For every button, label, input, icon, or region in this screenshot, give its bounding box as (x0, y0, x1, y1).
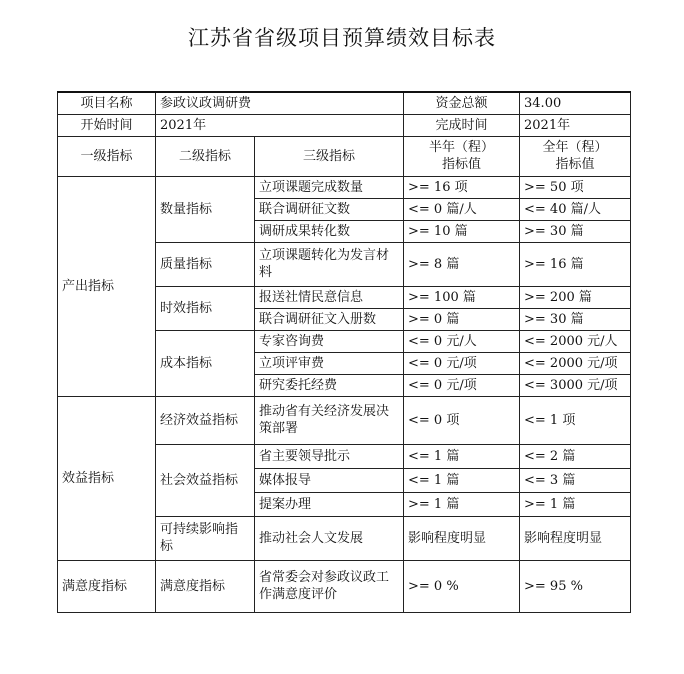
end-label: 完成时间 (404, 114, 520, 136)
subgroup-quantity: 数量指标 (156, 176, 255, 242)
full-value-cell: <= 3000 元/项 (520, 374, 631, 396)
header-half-line1: 半年（程） (429, 140, 495, 155)
half-value-cell: >= 8 篇 (404, 242, 520, 286)
group-benefit: 效益指标 (58, 396, 156, 560)
subgroup-cost: 成本指标 (156, 330, 255, 396)
full-value-cell: >= 1 篇 (520, 492, 631, 516)
full-value-cell: >= 16 篇 (520, 242, 631, 286)
half-value-cell: <= 1 篇 (404, 468, 520, 492)
header-level1: 一级指标 (58, 136, 156, 176)
performance-table (57, 91, 631, 613)
info-row-project (58, 92, 631, 114)
indicator-cell: 媒体报导 (255, 468, 404, 492)
header-row (58, 136, 631, 176)
header-level3: 三级指标 (255, 136, 404, 176)
half-value-cell: <= 0 篇/人 (404, 198, 520, 220)
full-value-cell: >= 50 项 (520, 176, 631, 198)
full-value-cell: >= 30 篇 (520, 220, 631, 242)
full-value-cell: <= 2 篇 (520, 444, 631, 468)
indicator-cell: 联合调研征文数 (255, 198, 404, 220)
subgroup-social: 社会效益指标 (156, 444, 255, 516)
group-output: 产出指标 (58, 176, 156, 396)
half-value-cell: <= 0 元/人 (404, 330, 520, 352)
table-row (58, 176, 631, 198)
half-value-cell: 影响程度明显 (404, 516, 520, 560)
fund-value: 34.00 (520, 92, 631, 114)
half-value-cell: <= 0 元/项 (404, 352, 520, 374)
subgroup-sustainable: 可持续影响指标 (156, 516, 255, 560)
subgroup-quality: 质量指标 (156, 242, 255, 286)
full-value-cell: <= 1 项 (520, 396, 631, 444)
subgroup-economic: 经济效益指标 (156, 396, 255, 444)
half-value-cell: <= 1 篇 (404, 444, 520, 468)
indicator-cell: 联合调研征文入册数 (255, 308, 404, 330)
header-half (404, 136, 520, 176)
full-value-cell: <= 3 篇 (520, 468, 631, 492)
full-value-cell: >= 200 篇 (520, 286, 631, 308)
indicator-cell: 推动社会人文发展 (255, 516, 404, 560)
indicator-cell: 调研成果转化数 (255, 220, 404, 242)
indicator-cell: 立项评审费 (255, 352, 404, 374)
half-value-cell: <= 0 元/项 (404, 374, 520, 396)
indicator-cell: 研究委托经费 (255, 374, 404, 396)
full-value-cell: <= 2000 元/人 (520, 330, 631, 352)
indicator-cell: 报送社情民意信息 (255, 286, 404, 308)
full-value-cell: <= 40 篇/人 (520, 198, 631, 220)
full-value-cell: >= 30 篇 (520, 308, 631, 330)
fund-label: 资金总额 (404, 92, 520, 114)
header-full (520, 136, 631, 176)
header-level2: 二级指标 (156, 136, 255, 176)
project-name-label: 项目名称 (58, 92, 156, 114)
indicator-cell: 专家咨询费 (255, 330, 404, 352)
half-value-cell: >= 10 篇 (404, 220, 520, 242)
page-title: 江苏省省级项目预算绩效目标表 (188, 26, 496, 50)
full-value-cell: >= 95 % (520, 560, 631, 612)
half-value-cell: >= 100 篇 (404, 286, 520, 308)
half-value-cell: >= 1 篇 (404, 492, 520, 516)
project-name-value: 参政议政调研费 (156, 92, 404, 114)
full-value-cell: 影响程度明显 (520, 516, 631, 560)
indicator-cell: 省主要领导批示 (255, 444, 404, 468)
start-value: 2021年 (156, 114, 404, 136)
header-full-line2: 指标值 (555, 157, 595, 172)
subgroup-satisfaction: 满意度指标 (156, 560, 255, 612)
end-value: 2021年 (520, 114, 631, 136)
full-value-cell: <= 2000 元/项 (520, 352, 631, 374)
table-row (58, 560, 631, 612)
half-value-cell: <= 0 项 (404, 396, 520, 444)
half-value-cell: >= 0 % (404, 560, 520, 612)
half-value-cell: >= 16 项 (404, 176, 520, 198)
half-value-cell: >= 0 篇 (404, 308, 520, 330)
indicator-cell: 立项课题完成数量 (255, 176, 404, 198)
indicator-cell: 推动省有关经济发展决策部署 (255, 396, 404, 444)
indicator-cell: 省常委会对参政议政工作满意度评价 (255, 560, 404, 612)
start-label: 开始时间 (58, 114, 156, 136)
subgroup-timeliness: 时效指标 (156, 286, 255, 330)
table-row (58, 396, 631, 444)
info-row-time (58, 114, 631, 136)
header-full-line1: 全年（程） (542, 140, 608, 155)
group-satisfaction: 满意度指标 (58, 560, 156, 612)
indicator-cell: 立项课题转化为发言材料 (255, 242, 404, 286)
indicator-cell: 提案办理 (255, 492, 404, 516)
header-half-line2: 指标值 (442, 157, 482, 172)
